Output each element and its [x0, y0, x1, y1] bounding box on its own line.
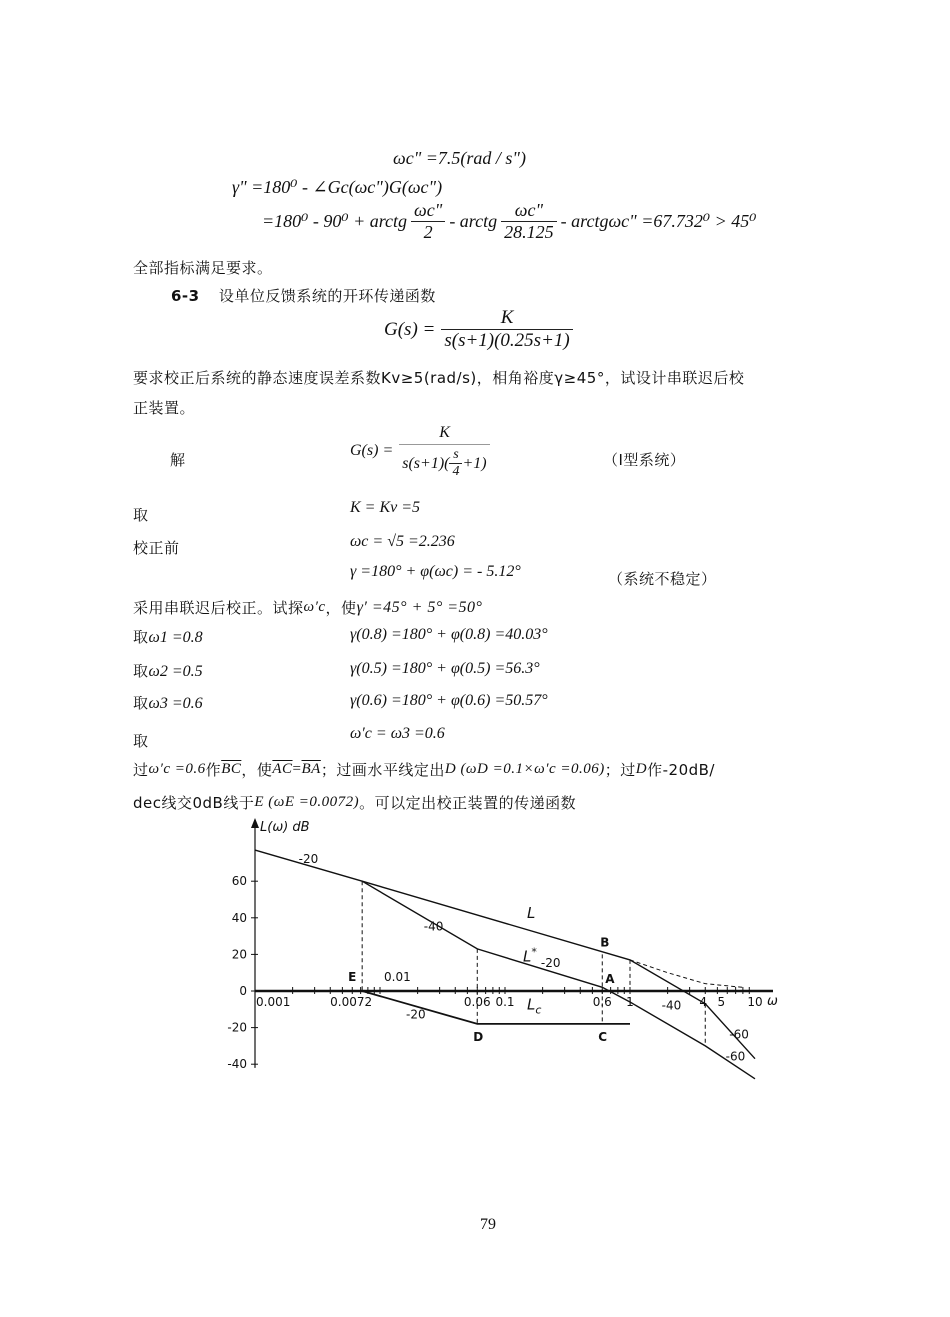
series-label-2: $L_c$	[527, 995, 542, 1017]
through-e: ；过	[604, 761, 636, 779]
gs2-den-a: s(s+1)(	[402, 454, 450, 472]
final-equation: ω′c = ω3 =0.6	[350, 725, 445, 742]
gamma-equation: γ =180° + φ(ωc) = - 5.12°	[350, 563, 521, 580]
gs2-fraction	[399, 422, 490, 480]
trial-row-3	[133, 692, 203, 713]
problem-transfer-function	[384, 307, 573, 352]
eq-f2-num: ωc"	[501, 200, 557, 222]
eq-f1-num: ωc"	[411, 200, 445, 222]
point-label-d: D	[473, 1029, 484, 1044]
slope-label: -60	[729, 1027, 749, 1042]
eq-f1-den: 2	[423, 222, 433, 242]
through-line-2	[133, 792, 576, 813]
unstable-note: （系统不稳定）	[608, 570, 717, 588]
eq-part-c: - arctgωc" =67.732⁰ > 45⁰	[560, 211, 757, 231]
x-axis-label: ω	[767, 994, 778, 1009]
trial-row-1	[133, 626, 203, 647]
eq-gamma-expansion	[262, 200, 756, 243]
point-d-def: D (ωD =0.1×ω′c =0.06)	[444, 761, 605, 777]
requirement-line-2: 正装置。	[133, 399, 196, 417]
eq-part-b: - arctg	[449, 211, 498, 231]
eq-wc-double-prime: ωc" =7.5(rad / s")	[393, 148, 526, 168]
y-tick-label: 20	[231, 947, 247, 962]
gs2-den-frac-num: s	[449, 447, 462, 464]
problem-number: 6-3	[171, 287, 200, 305]
y-tick-label: 60	[231, 874, 247, 889]
point-d-ref: D	[635, 761, 648, 777]
para-all-requirements-met: 全部指标满足要求。	[133, 259, 273, 277]
trial-gamma-1: γ(0.8) =180° + φ(0.8) =40.03°	[350, 626, 548, 643]
x-tick-label: 10	[747, 995, 763, 1009]
trial-row-2	[133, 660, 203, 681]
y-tick-label: 0	[239, 984, 247, 998]
point-label-b: B	[600, 935, 610, 950]
series-label-0: L	[527, 903, 536, 922]
gs-fraction	[441, 307, 572, 352]
x-tick-label: 1	[626, 995, 634, 1009]
method-gamma: γ′ =45° + 5° =50°	[356, 598, 483, 616]
y-tick-label: -40	[227, 1057, 247, 1072]
series-label-sub-c: c	[535, 1003, 542, 1017]
point-label-a: A	[605, 972, 615, 986]
trial-w: ω3 =0.6	[148, 695, 203, 712]
series-l-star-line	[362, 881, 755, 1079]
take-label: 取	[133, 506, 149, 524]
method-a: 采用串联迟后校正。试探	[133, 599, 304, 617]
x-tick-label: 0.1	[495, 995, 515, 1009]
slope-label: -60	[725, 1049, 746, 1064]
gs2-den-frac	[449, 447, 462, 480]
through-wc: ω′c =0.6	[148, 761, 206, 777]
through-d: ；过画水平线定出	[320, 761, 445, 779]
eq-part-a: =180⁰ - 90⁰ + arctg	[262, 211, 408, 231]
through-b: 作	[205, 761, 222, 779]
through-eq: =	[292, 761, 302, 777]
x-tick-label: 0.001	[256, 995, 291, 1009]
gs2-num: K	[399, 422, 490, 445]
eq-fraction-1	[411, 200, 445, 243]
line2-a: dec线交0dB线于	[133, 794, 255, 812]
bode-series	[255, 850, 755, 1079]
gs-lhs: G(s) =	[384, 318, 436, 340]
y-axis-label: L(ω) dB	[260, 820, 310, 835]
method-wc: ω′c	[303, 599, 326, 615]
segment-ac: $\overline{AC}$	[272, 761, 293, 777]
series-lc-line	[255, 991, 630, 1024]
x-tick-label-001: 0.01	[384, 970, 411, 984]
through-c: ，使	[241, 761, 273, 779]
x-tick-label: 0.0072	[330, 995, 373, 1009]
method-line	[133, 597, 482, 618]
trial-label: 取	[133, 628, 149, 646]
trial-gamma-2: γ(0.5) =180° + φ(0.5) =56.3°	[350, 660, 540, 677]
line2-b: 。可以定出校正装置的传递函数	[359, 794, 577, 812]
bode-diagram	[200, 815, 790, 1090]
slope-label: -40	[661, 998, 682, 1013]
y-tick-label: -20	[227, 1020, 247, 1035]
x-tick-label: 0.6	[592, 995, 612, 1009]
eq-gamma-double-prime: γ" =180⁰ - ∠Gc(ωc")G(ωc")	[232, 177, 443, 197]
gs2-den-b: +1)	[462, 454, 487, 472]
y-tick-label: 40	[231, 910, 247, 925]
requirement-line-1: 要求校正后系统的静态速度误差系数Kv≥5(rad/s)，相角裕度γ≥45°，试设计串联迟后校	[133, 369, 745, 387]
trial-gamma-3: γ(0.6) =180° + φ(0.6) =50.57°	[350, 692, 548, 709]
through-a: 过	[133, 761, 149, 779]
through-f: 作-20dB/	[647, 761, 715, 779]
x-tick-label: 4	[699, 995, 708, 1009]
slope-label: -40	[423, 919, 444, 934]
x-tick-label: 0.06	[463, 995, 491, 1009]
trial-w: ω1 =0.8	[148, 629, 203, 646]
slope-label: -20	[298, 851, 319, 866]
series-l-line	[255, 850, 755, 1059]
wc-equation: ωc = √5 =2.236	[350, 533, 455, 550]
gs2-den	[399, 445, 490, 480]
x-tick-label: 5	[717, 995, 726, 1009]
problem-header	[171, 285, 436, 306]
page-number: 79	[480, 1216, 496, 1233]
solution-transfer-function	[350, 422, 490, 480]
final-take-label: 取	[133, 732, 149, 750]
segment-ba: $\overline{BA}$	[301, 761, 321, 777]
point-e-def: E (ωE =0.0072)	[254, 794, 360, 810]
solution-label: 解	[170, 451, 186, 469]
y-axis-arrow	[251, 818, 259, 828]
eq-fraction-2	[501, 200, 557, 243]
through-line	[133, 759, 715, 780]
series-label-1: L*	[523, 945, 537, 966]
trial-label: 取	[133, 694, 149, 712]
method-b: ，使	[325, 599, 357, 617]
before-correction-label: 校正前	[133, 539, 180, 557]
type-note: （I型系统）	[603, 451, 686, 469]
series-label-star: *	[531, 945, 537, 959]
gs2-den-frac-den: 4	[452, 464, 460, 479]
trial-w: ω2 =0.5	[148, 663, 203, 680]
gs-num: K	[441, 307, 572, 330]
k-equation: K = Kv =5	[350, 499, 421, 516]
segment-bc: $\overline{BC}$	[221, 761, 242, 777]
gs-den: s(s+1)(0.25s+1)	[444, 330, 570, 351]
problem-title: 设单位反馈系统的开环传递函数	[218, 287, 436, 305]
point-label-c: C	[598, 1029, 608, 1044]
slope-label: -20	[540, 956, 561, 971]
trial-label: 取	[133, 662, 149, 680]
gs2-lhs: G(s) =	[350, 442, 394, 459]
slope-label: -20	[406, 1007, 426, 1022]
asymptote-dashed	[630, 960, 743, 987]
eq-f2-den: 28.125	[504, 222, 554, 242]
point-label-e: E	[348, 970, 357, 984]
